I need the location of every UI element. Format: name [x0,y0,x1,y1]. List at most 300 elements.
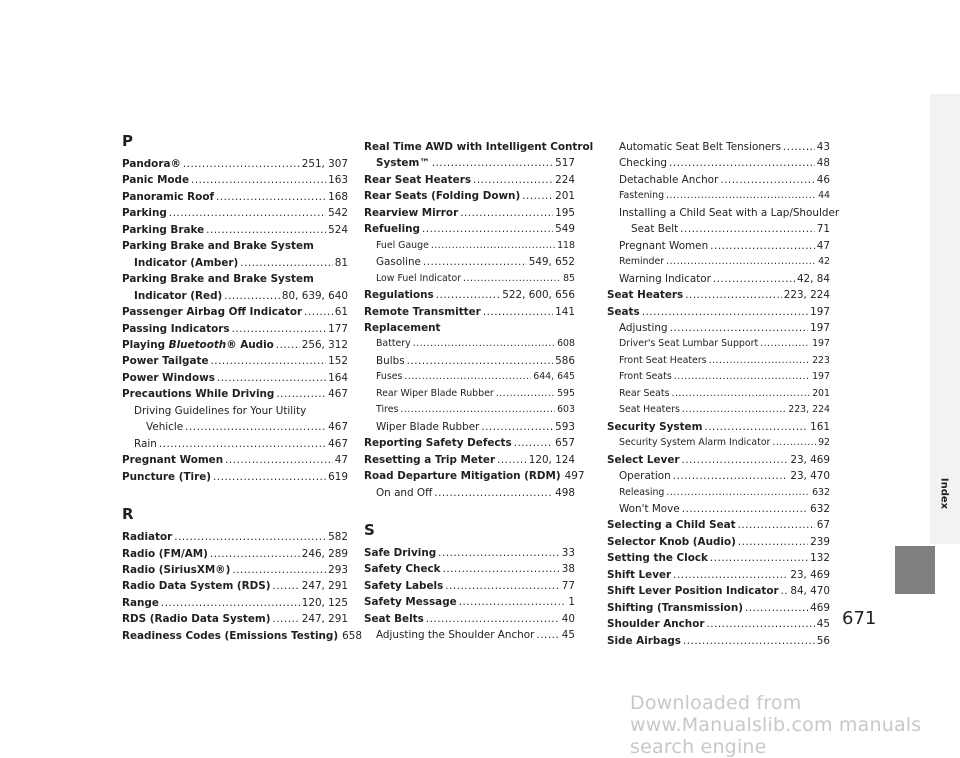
index-entry[interactable] [607,550,830,566]
entry-first-line: Installing a Child Seat with a Lap/Shoulder [619,206,840,219]
entry-page-refs[interactable]: 197 [812,371,830,383]
dot-leader [216,189,326,205]
index-subentry[interactable] [607,238,830,254]
dot-leader [460,205,553,221]
entry-term: Regulations [364,289,434,302]
dot-leader [174,529,326,545]
index-subentry[interactable] [364,271,575,287]
dot-leader [459,594,567,610]
index-entry[interactable] [364,205,575,221]
index-subentry[interactable] [364,336,575,352]
dot-leader [407,353,554,369]
entry-term: Selector Knob (Audio) [607,535,736,548]
dot-leader [683,633,815,649]
entry-page-refs[interactable]: 586 [555,354,575,367]
index-entry[interactable] [122,628,362,644]
entry-term: Side Airbags [607,634,681,647]
entry-term: Radio Data System (RDS) [122,580,271,593]
entry-page-refs[interactable]: 632 [810,502,830,515]
entry-page-refs[interactable]: 33 [561,546,575,559]
dot-leader [670,320,809,336]
index-subentry[interactable] [364,353,575,369]
entry-page-refs[interactable]: 163 [328,174,348,187]
index-entry[interactable] [122,546,348,562]
entry-term: Checking [619,157,668,170]
entry-page-refs[interactable]: 44 [818,190,830,202]
index-subentry[interactable] [122,403,348,436]
entry-page-refs[interactable]: 47 [816,239,830,252]
entry-page-refs[interactable]: 48 [816,157,830,170]
index-entry[interactable] [607,616,830,632]
dot-leader [273,611,300,627]
entry-page-refs[interactable]: 67 [816,519,830,532]
entry-page-refs[interactable]: 197 [812,338,830,350]
entry-page-refs[interactable]: 619 [328,470,348,483]
dot-leader [483,304,553,320]
entry-page-refs[interactable]: 47 [334,454,348,467]
index-subentry[interactable] [364,386,575,402]
index-subentry[interactable] [607,336,830,352]
entry-term: Rear Seats [619,387,670,399]
entry-term: Releasing [619,486,665,498]
entry-page-refs[interactable]: 542 [328,207,348,220]
entry-page-refs[interactable]: 497 [564,470,585,483]
entry-term: Gasoline [376,256,421,269]
entry-page-refs[interactable]: 608 [557,338,575,350]
entry-term: Precautions While Driving [122,388,275,401]
index-entry[interactable] [122,271,348,304]
entry-term: Readiness Codes (Emissions Testing) [122,629,339,642]
dot-leader [161,595,300,611]
index-subentry[interactable] [364,419,575,435]
index-entry[interactable] [122,222,348,238]
index-subentry[interactable] [607,155,830,171]
entry-term: Panoramic Roof [122,190,214,203]
entry-term: Safe Driving [364,546,437,559]
dot-leader [276,337,300,353]
entry-first-line: Parking Brake and Brake System [122,273,314,286]
index-subentry[interactable] [607,320,830,336]
dot-leader [682,501,808,517]
index-subentry[interactable] [607,435,830,451]
entry-page-refs[interactable]: 197 [810,305,830,318]
index-entry[interactable] [607,600,830,616]
index-entry[interactable] [607,287,830,303]
index-entry[interactable] [122,370,348,386]
index-subentry[interactable] [607,172,830,188]
dot-leader [760,336,810,352]
entry-term: Warning Indicator [619,272,711,285]
entry-page-refs[interactable]: 177 [328,322,348,335]
entry-page-refs[interactable]: 195 [555,206,575,219]
dot-leader [191,172,326,188]
entry-page-refs[interactable]: 161 [810,420,830,433]
entry-page-refs[interactable]: 42 [818,256,830,268]
index-subentry[interactable] [607,254,830,270]
entry-term: Bulbs [376,354,405,367]
entry-page-refs[interactable]: 46 [816,173,830,186]
index-entry[interactable] [364,139,594,172]
entry-term: Pregnant Women [122,454,224,467]
index-entry[interactable] [364,452,575,468]
entry-page-refs[interactable]: 80, 639, 640 [281,289,348,302]
dot-leader [710,550,808,566]
index-entry[interactable] [364,188,575,204]
entry-term: Rear Seats (Folding Down) [364,190,521,203]
entry-page-refs[interactable]: 603 [557,404,575,416]
dot-leader [276,386,326,402]
dot-leader [438,545,560,561]
index-entry[interactable] [122,562,348,578]
entry-page-refs[interactable]: 658 [342,629,362,642]
dot-leader [745,600,808,616]
dot-leader [473,172,553,188]
dot-leader [431,238,555,254]
entry-page-refs[interactable]: 164 [328,371,348,384]
entry-page-refs[interactable]: 77 [561,579,575,592]
entry-page-refs[interactable]: 84, 470 [790,585,830,598]
dot-leader [514,435,553,451]
dot-leader [704,419,808,435]
entry-page-refs[interactable]: 657 [555,437,575,450]
entry-term: Fuses [376,371,403,383]
index-entry[interactable] [122,337,348,353]
entry-term: Passing Indicators [122,322,230,335]
dot-leader [463,271,561,287]
index-entry[interactable] [607,534,830,550]
entry-page-refs[interactable]: 517 [555,157,575,170]
entry-term: Tires [376,404,399,416]
index-entry[interactable] [122,238,348,271]
index-subentry[interactable] [364,254,575,270]
index-entry[interactable] [122,172,348,188]
entry-term: Shoulder Anchor [607,618,705,631]
entry-page-refs[interactable]: 197 [810,321,830,334]
index-subentry[interactable] [607,468,830,484]
entry-page-refs[interactable]: 467 [328,421,348,434]
index-column-1 [122,130,362,644]
entry-term: Operation [619,470,671,483]
index-entry[interactable] [364,320,575,336]
entry-first-line: Driving Guidelines for Your Utility [134,404,307,417]
entry-term: On and Off [376,486,433,499]
entry-term: Rearview Mirror [364,206,459,219]
dot-leader [423,254,527,270]
entry-page-refs[interactable]: 45 [816,618,830,631]
index-entry[interactable] [122,205,348,221]
index-subentry[interactable] [364,485,575,501]
entry-term: Shifting (Transmission) [607,601,743,614]
dot-leader [217,370,326,386]
entry-term: Security System [607,420,703,433]
entry-page-refs[interactable]: 582 [328,531,348,544]
dot-leader [673,468,789,484]
entry-page-refs[interactable]: 467 [328,388,348,401]
index-entry[interactable] [607,633,830,649]
entry-term: Low Fuel Indicator [376,272,462,284]
index-entry[interactable] [364,578,575,594]
entry-term: Panic Mode [122,174,190,187]
entry-page-refs[interactable]: 152 [328,355,348,368]
index-entry[interactable] [607,419,830,435]
index-subentry[interactable] [607,386,830,402]
entry-page-refs[interactable]: 256, 312 [301,338,348,351]
index-entry[interactable] [364,545,575,561]
entry-page-refs[interactable]: 293 [328,563,348,576]
dot-leader [680,221,815,237]
dot-leader [709,353,811,369]
entry-term: Pregnant Women [619,239,709,252]
dot-leader [669,155,815,171]
dot-leader [400,402,555,418]
index-entry[interactable] [122,578,348,594]
entry-page-refs[interactable]: 524 [328,223,348,236]
dot-leader [720,172,814,188]
index-entry[interactable] [122,353,348,369]
entry-page-refs[interactable]: 85 [563,272,575,284]
entry-page-refs[interactable]: 71 [816,223,830,236]
entry-term: Rear Seat Heaters [364,173,472,186]
dot-leader [224,288,280,304]
entry-page-refs[interactable]: 56 [816,634,830,647]
entry-page-refs[interactable]: 223 [812,354,830,366]
entry-term: Detachable Anchor [619,173,719,186]
entry-first-line: Real Time AWD with Intelligent Control [364,141,594,153]
entry-page-refs[interactable]: 120, 124 [528,453,575,466]
entry-page-refs[interactable]: 40 [561,612,575,625]
entry-term: Safety Check [364,563,441,576]
index-tab-marker [895,546,935,594]
dot-leader [304,304,333,320]
index-entry[interactable] [122,611,348,627]
entry-page-refs[interactable]: 120, 125 [301,596,348,609]
entry-page-refs[interactable]: 1 [568,596,575,609]
index-entry[interactable] [122,156,348,172]
index-entry[interactable] [122,595,348,611]
index-entry[interactable] [607,304,830,320]
entry-term: Seat Belts [364,612,424,625]
index-entry[interactable] [364,468,585,484]
index-subentry[interactable] [607,271,830,287]
entry-term: Rain [134,437,157,450]
index-entry[interactable] [607,517,830,533]
entry-term: Security System Alarm Indicator [619,437,771,449]
entry-page-refs[interactable]: 23, 469 [790,453,830,466]
entry-page-refs[interactable]: 595 [557,387,575,399]
entry-page-refs[interactable]: 168 [328,190,348,203]
entry-term: Rear Wiper Blade Rubber [376,387,494,399]
entry-term: Reporting Safety Defects [364,437,512,450]
dot-leader [481,419,553,435]
index-entry[interactable] [364,611,575,627]
dot-leader [497,452,527,468]
entry-term: Power Windows [122,371,215,384]
entry-term: Power Tailgate [122,355,209,368]
entry-term: Range [122,596,159,609]
entry-page-refs[interactable]: 224 [555,173,575,186]
entry-page-refs[interactable]: 81 [334,256,348,269]
entry-term: System™ [376,157,430,170]
section-spacer [364,501,575,519]
dot-leader [666,254,816,270]
dot-leader [445,578,559,594]
entry-page-refs[interactable]: 42, 84 [796,272,830,285]
entry-page-refs[interactable]: 45 [561,629,575,642]
index-entry[interactable] [122,469,348,485]
entry-page-refs[interactable]: 43 [816,141,830,153]
dot-leader [426,611,560,627]
index-entry[interactable] [122,304,348,320]
entry-term: Seats [607,305,640,318]
entry-page-refs[interactable]: 118 [557,239,575,251]
entry-page-refs[interactable]: 239 [810,535,830,548]
entry-term: Refueling [364,223,420,236]
index-entry[interactable] [364,172,575,188]
entry-term: Adjusting the Shoulder Anchor [376,629,535,642]
entry-page-refs[interactable]: 92 [818,437,830,449]
entry-term: Select Lever [607,453,680,466]
entry-term: Reminder [619,256,665,268]
entry-term: Puncture (Tire) [122,470,212,483]
index-subentry[interactable] [122,436,348,452]
section-spacer [122,485,348,503]
entry-page-refs[interactable]: 201 [812,387,830,399]
entry-page-refs[interactable]: 247, 291 [301,613,348,626]
entry-term: Battery [376,338,411,350]
entry-term: Front Seat Heaters [619,354,707,366]
entry-page-refs[interactable]: 498 [555,486,575,499]
index-subentry[interactable] [607,353,830,369]
index-entry[interactable] [364,304,575,320]
entry-term: Road Departure Mitigation (RDM) [364,470,561,483]
entry-term: Replacement [364,321,441,334]
entry-page-refs[interactable]: 223, 224 [788,404,830,416]
entry-page-refs[interactable]: 141 [555,305,575,318]
entry-term: Vehicle [146,421,184,434]
dot-leader [666,188,816,204]
index-subentry[interactable] [607,369,830,385]
entry-page-refs[interactable]: 467 [328,437,348,450]
dot-leader [443,561,560,577]
index-entry[interactable] [364,435,575,451]
entry-page-refs[interactable]: 61 [334,306,348,319]
entry-term: Setting the Clock [607,552,708,565]
entry-term: Playing Bluetooth® Audio [122,338,274,351]
dot-leader [706,616,814,632]
entry-term: Radio (FM/AM) [122,547,208,560]
index-entry[interactable] [364,594,575,610]
entry-term: Resetting a Trip Meter [364,453,496,466]
dot-leader [422,221,553,237]
index-entry[interactable] [607,452,830,468]
index-entry[interactable] [122,529,348,545]
entry-page-refs[interactable]: 632 [812,486,830,498]
dot-leader [781,583,789,599]
dot-leader [213,469,326,485]
index-entry[interactable] [364,221,575,237]
entry-term: Automatic Seat Belt Tensioners [619,141,781,153]
dot-leader [772,435,816,451]
dot-leader [210,546,300,562]
entry-term: Radiator [122,531,173,544]
entry-page-refs[interactable]: 246, 289 [301,547,348,560]
dot-leader [642,304,808,320]
entry-page-refs[interactable]: 469 [810,601,830,614]
dot-leader [671,386,810,402]
dot-leader [536,627,559,643]
dot-leader [232,562,326,578]
index-subentry[interactable] [364,402,575,418]
dot-leader [225,452,333,468]
entry-term: Parking Brake [122,223,205,236]
entry-page-refs[interactable]: 593 [555,420,575,433]
index-subentry[interactable] [607,501,830,517]
index-entry[interactable] [607,567,830,583]
index-entry[interactable] [122,189,348,205]
entry-page-refs[interactable]: 549, 652 [528,256,575,269]
entry-term: Adjusting [619,321,668,334]
entry-term: Fuel Gauge [376,239,429,251]
index-subentry[interactable] [607,139,830,155]
entry-page-refs[interactable]: 223, 224 [783,289,830,302]
index-subentry[interactable] [364,627,575,643]
dot-leader [211,353,327,369]
entry-page-refs[interactable]: 549 [555,223,575,236]
entry-page-refs[interactable]: 132 [810,552,830,565]
entry-term: Remote Transmitter [364,305,481,318]
dot-leader [674,369,810,385]
entry-page-refs[interactable]: 247, 291 [301,580,348,593]
entry-page-refs[interactable]: 38 [561,563,575,576]
entry-term: Shift Lever [607,568,672,581]
entry-term: Safety Labels [364,579,444,592]
index-entry[interactable] [607,583,830,599]
index-column-3 [607,139,840,649]
watermark: Downloaded from www.Manualslib.com manuals search engine [630,692,922,758]
entry-term: Indicator (Amber) [134,256,239,269]
index-entry[interactable] [122,321,348,337]
entry-page-refs[interactable]: 23, 470 [790,470,830,483]
index-column-2 [364,139,594,644]
index-entry[interactable] [122,386,348,402]
index-entry[interactable] [364,287,575,303]
dot-leader [522,188,553,204]
index-subentry[interactable] [364,369,575,385]
dot-leader [738,534,808,550]
page-number: 671 [842,608,877,629]
index-entry[interactable] [364,561,575,577]
index-entry[interactable] [122,452,348,468]
entry-page-refs[interactable]: 251, 307 [301,158,348,170]
entry-page-refs[interactable]: 23, 469 [790,568,830,581]
entry-term: Selecting a Child Seat [607,519,736,532]
dot-leader [206,222,326,238]
dot-leader [436,287,501,303]
dot-leader [666,485,810,501]
index-subentry[interactable] [607,402,830,418]
index-subentry[interactable] [364,238,575,254]
entry-term: Parking [122,207,167,220]
entry-page-refs[interactable]: 522, 600, 656 [502,289,575,302]
index-subentry[interactable] [607,205,840,238]
entry-page-refs[interactable]: 201 [555,190,575,203]
entry-term: Front Seats [619,371,672,383]
index-subentry[interactable] [607,188,830,204]
dot-leader [434,485,553,501]
entry-term: Seat Belt [631,223,679,236]
entry-page-refs[interactable]: 644, 645 [533,371,575,383]
index-subentry[interactable] [607,485,830,501]
